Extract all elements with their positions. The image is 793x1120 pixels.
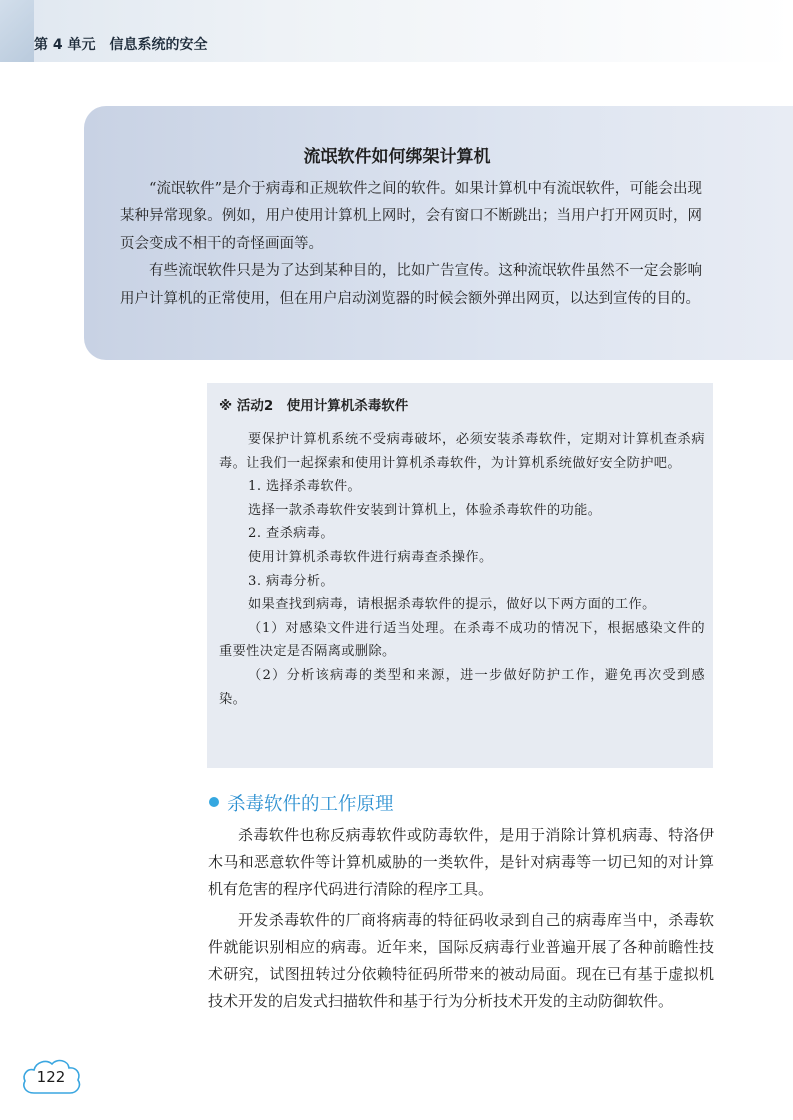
- reading-box-text: [120, 176, 702, 313]
- header-decoration: [0, 0, 34, 62]
- activity-step-title: 2. 查杀病毒。: [248, 526, 334, 542]
- activity-title: ※ 活动2 使用计算机杀毒软件: [219, 398, 409, 414]
- reading-paragraph: 有些流氓软件只是为了达到某种目的，比如广告宣传。这种流氓软件虽然不一定会影响用户计算机的正常使用，但在用户启动浏览器的时候会额外弹出网页，以达到宣传的目的。: [120, 263, 702, 307]
- page-number-badge: [20, 1055, 82, 1097]
- body-paragraph: 开发杀毒软件的厂商将病毒的特征码收录到自己的病毒库当中，杀毒软件就能识别相应的病毒。近年来，国际反病毒行业普遍开展了各种前瞻性技术研究，试图扭转过分依赖特征码所带来的被动局面。现在已有基于虚拟机技术开发的启发式扫描软件和基于行为分析技术开发的主动防御软件。: [208, 910, 714, 1011]
- reading-paragraph: “流氓软件”是介于病毒和正规软件之间的软件。如果计算机中有流氓软件，可能会出现某种异常现象。例如，用户使用计算机上网时，会有窗口不断跳出；当用户打开网页时，网页会变成不相干的奇怪画面等。: [120, 181, 702, 252]
- reading-box-title: 流氓软件如何绑架计算机: [303, 147, 491, 167]
- body-paragraph: 杀毒软件也称反病毒软件或防毒软件，是用于消除计算机病毒、特洛伊木马和恶意软件等计算机威胁的一类软件，是针对病毒等一切已知的对计算机有危害的程序代码进行清除的程序工具。: [208, 826, 714, 899]
- section-body: [208, 822, 714, 1018]
- activity-step-title: 3. 病毒分析。: [248, 573, 334, 589]
- page-number: 122: [36, 1068, 66, 1086]
- activity-step-text: 选择一款杀毒软件安装到计算机上，体验杀毒软件的功能。: [248, 502, 602, 518]
- activity-item: （1）对感染文件进行适当处理。在杀毒不成功的情况下，根据感染文件的重要性决定是否隔离或删除。: [219, 620, 705, 660]
- section-heading: [209, 790, 394, 816]
- activity-step-text: 如果查找到病毒，请根据杀毒软件的提示，做好以下两方面的工作。: [248, 597, 656, 613]
- page-header: [0, 0, 793, 62]
- activity-step-title: 1. 选择杀毒软件。: [248, 479, 362, 495]
- bullet-dot-icon: [209, 797, 219, 807]
- activity-box: [207, 383, 713, 768]
- activity-step-text: 使用计算机杀毒软件进行病毒查杀操作。: [248, 549, 493, 565]
- unit-title: 第 4 单元 信息系统的安全: [34, 37, 208, 53]
- reading-box: [84, 106, 793, 360]
- activity-item: （2）分析该病毒的类型和来源，进一步做好防护工作，避免再次受到感染。: [219, 667, 705, 707]
- activity-intro: 要保护计算机系统不受病毒破坏，必须安装杀毒软件，定期对计算机查杀病毒。让我们一起探索和使用计算机杀毒软件，为计算机系统做好安全防护吧。: [219, 432, 705, 471]
- section-heading-text: 杀毒软件的工作原理: [227, 794, 394, 815]
- activity-text: [219, 428, 705, 711]
